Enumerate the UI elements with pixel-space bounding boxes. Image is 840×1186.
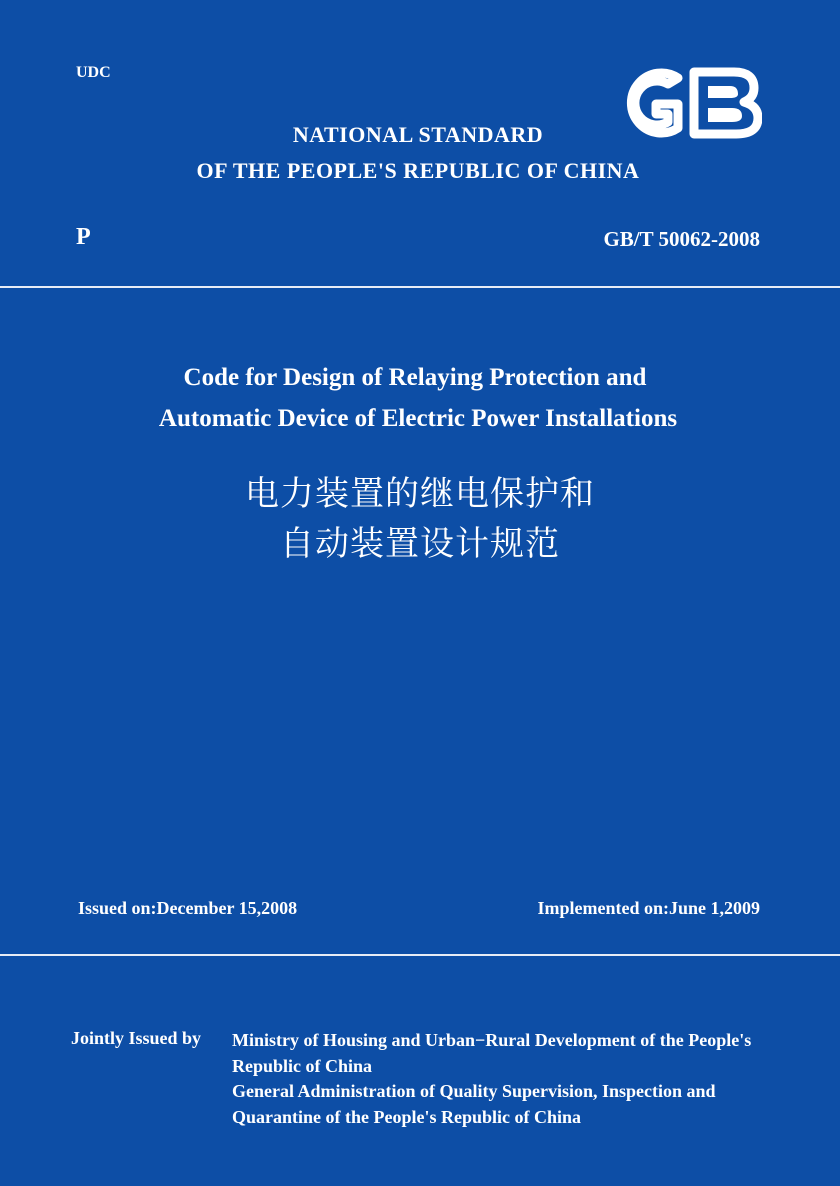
issuer-line: General Administration of Quality Supervision, Inspection and bbox=[232, 1081, 716, 1101]
top-divider bbox=[0, 286, 840, 288]
issuer-line: Republic of China bbox=[232, 1055, 373, 1076]
chinese-title-line1: 电力装置的继电保护和 bbox=[245, 474, 595, 514]
english-title-line1: Code for Design of Relaying Protection and bbox=[183, 364, 647, 391]
issuer-label: Jointly Issued by bbox=[71, 1028, 202, 1048]
issued-date: Issued on:December 15,2008 bbox=[78, 898, 298, 918]
english-title-line2: Automatic Device of Electric Power Installations bbox=[158, 405, 678, 432]
classification-code: P bbox=[76, 224, 91, 250]
standard-title-line1: NATIONAL STANDARD bbox=[292, 122, 544, 147]
issuer-line: Quarantine of the People's Republic of China bbox=[232, 1106, 582, 1127]
standard-title-line2: OF THE PEOPLE'S REPUBLIC OF CHINA bbox=[196, 158, 640, 183]
bottom-divider bbox=[0, 954, 840, 956]
issuer-line: Ministry of Housing and Urban−Rural Development of the People's bbox=[232, 1030, 752, 1050]
udc-label: UDC bbox=[76, 64, 111, 81]
implemented-date: Implemented on:June 1,2009 bbox=[537, 898, 760, 918]
standard-number: GB/T 50062-2008 bbox=[603, 227, 760, 251]
issuer-list bbox=[232, 1028, 822, 1130]
chinese-title-line2: 自动装置设计规范 bbox=[280, 524, 560, 564]
